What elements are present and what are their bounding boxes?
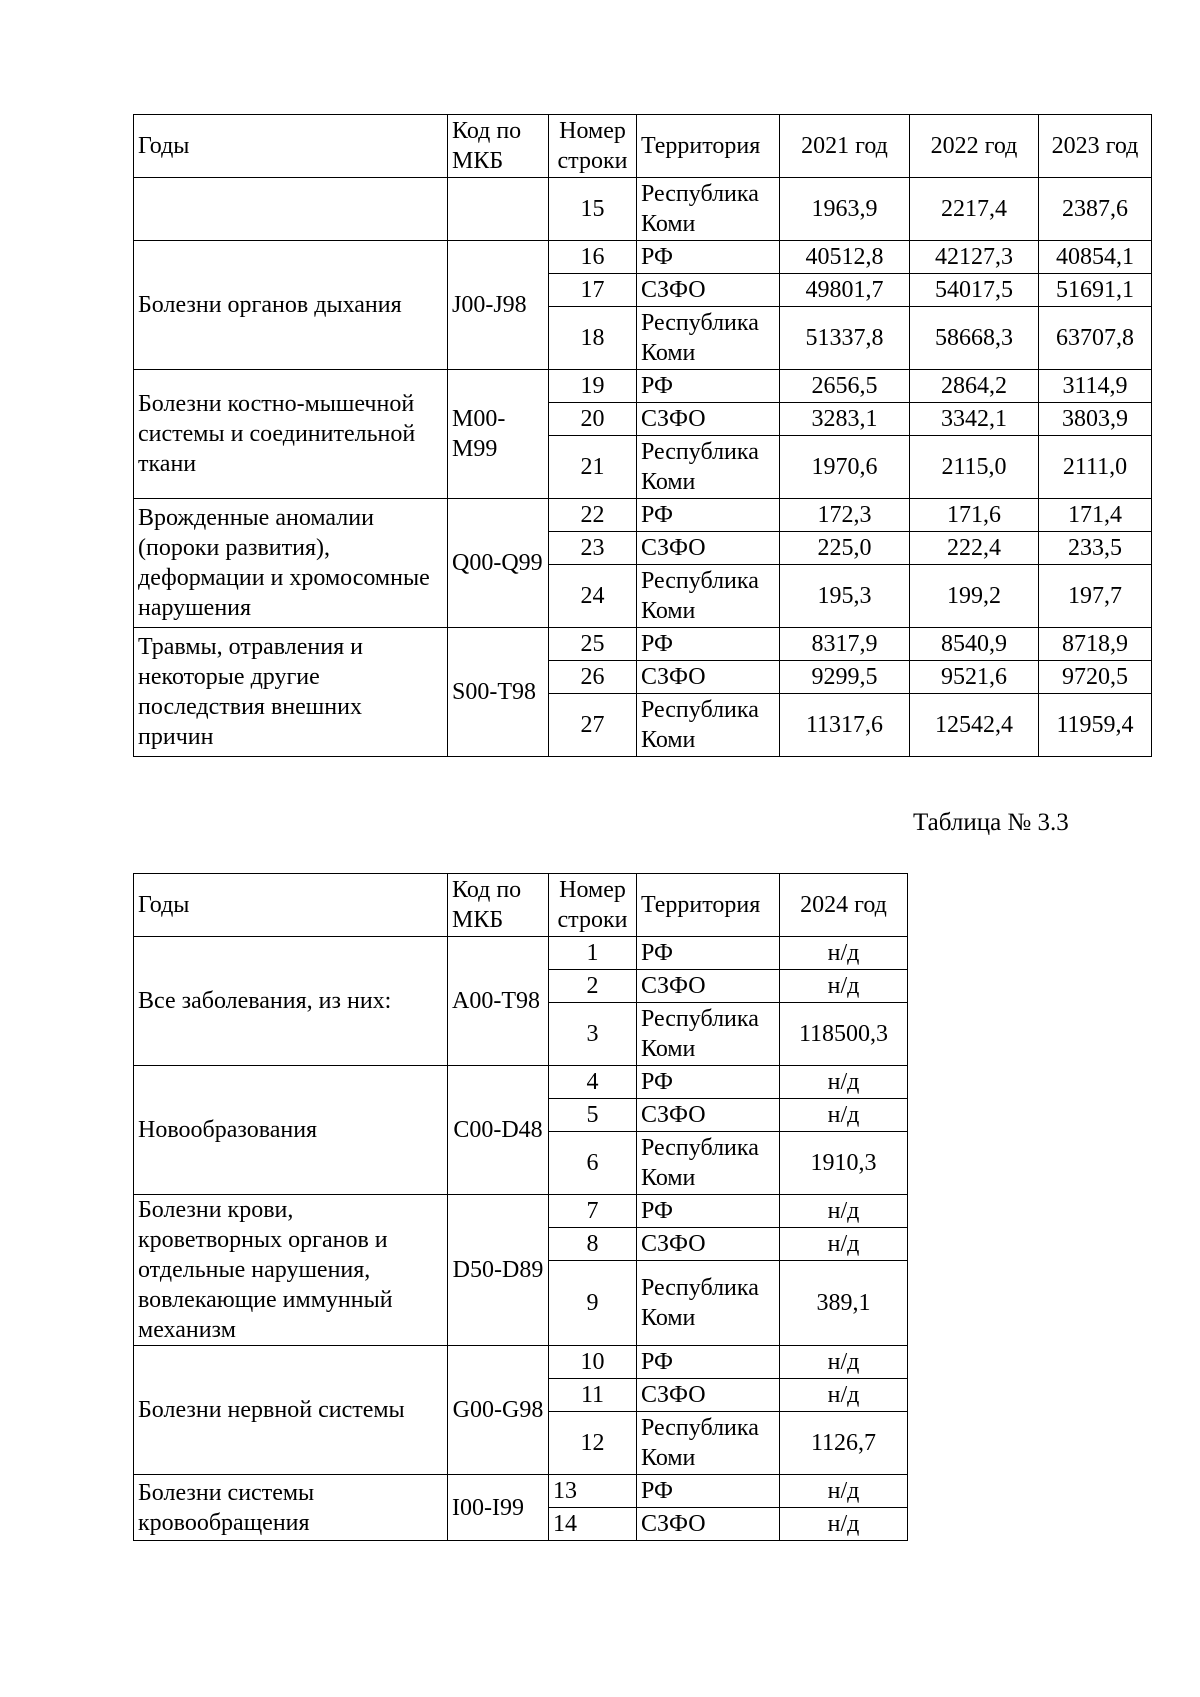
value-cell-2021: 11317,6 (780, 694, 910, 757)
row-number-cell: 17 (549, 274, 637, 307)
icd-code-cell: M00-M99 (448, 370, 549, 499)
value-cell-2023: 3114,9 (1039, 370, 1152, 403)
value-cell-2022: 42127,3 (910, 241, 1039, 274)
value-cell-2021: 1970,6 (780, 436, 910, 499)
value-cell-2021: 225,0 (780, 532, 910, 565)
header-cell-years: Годы (134, 874, 448, 937)
territory-cell: РФ (637, 241, 780, 274)
row-number-cell: 26 (549, 661, 637, 694)
territory-cell: Республика Коми (637, 1261, 780, 1346)
territory-cell: СЗФО (637, 970, 780, 1003)
header-cell-icd-code: Код по МКБ (448, 874, 549, 937)
table-header-row (134, 115, 1152, 178)
row-number-cell: 7 (549, 1195, 637, 1228)
row-number-cell: 11 (549, 1379, 637, 1412)
icd-code-cell: S00-T98 (448, 628, 549, 757)
table-row (134, 1195, 908, 1228)
row-number-cell: 4 (549, 1066, 637, 1099)
value-cell-2021: 40512,8 (780, 241, 910, 274)
row-number-cell: 24 (549, 565, 637, 628)
value-cell-2023: 40854,1 (1039, 241, 1152, 274)
value-cell-2022: 8540,9 (910, 628, 1039, 661)
value-cell-2022: 2864,2 (910, 370, 1039, 403)
header-cell-years: Годы (134, 115, 448, 178)
row-number-cell: 10 (549, 1346, 637, 1379)
value-cell-2024: 389,1 (780, 1261, 908, 1346)
row-number-cell: 3 (549, 1003, 637, 1066)
territory-cell: Республика Коми (637, 1003, 780, 1066)
value-cell-2023: 63707,8 (1039, 307, 1152, 370)
disease-group-cell: Все заболевания, из них: (134, 937, 448, 1066)
row-number-cell: 9 (549, 1261, 637, 1346)
territory-cell: Республика Коми (637, 178, 780, 241)
disease-group-cell: Врожденные аномалии (пороки развития), деформации и хромосомные нарушения (134, 499, 448, 628)
row-number-cell: 15 (549, 178, 637, 241)
value-cell-2021: 8317,9 (780, 628, 910, 661)
row-number-cell: 16 (549, 241, 637, 274)
row-number-cell: 14 (549, 1508, 637, 1541)
value-cell-2022: 2115,0 (910, 436, 1039, 499)
disease-group-cell: Болезни костно-мышечной системы и соединительной ткани (134, 370, 448, 499)
morbidity-table-2021-2023 (133, 114, 1152, 757)
header-cell-row-number: Номер строки (549, 115, 637, 178)
row-number-cell: 2 (549, 970, 637, 1003)
header-cell-territory: Территория (637, 874, 780, 937)
row-number-cell: 1 (549, 937, 637, 970)
icd-code-cell: G00-G98 (448, 1346, 549, 1475)
row-number-cell: 13 (549, 1475, 637, 1508)
icd-code-cell: I00-I99 (448, 1475, 549, 1541)
disease-group-cell: Болезни системы кровообращения (134, 1475, 448, 1541)
header-cell-territory: Территория (637, 115, 780, 178)
territory-cell: РФ (637, 1195, 780, 1228)
value-cell-2022: 2217,4 (910, 178, 1039, 241)
value-cell-2022: 12542,4 (910, 694, 1039, 757)
territory-cell: РФ (637, 499, 780, 532)
value-cell-2024: н/д (780, 1195, 908, 1228)
territory-cell: СЗФО (637, 532, 780, 565)
territory-cell: Республика Коми (637, 436, 780, 499)
icd-code-cell: C00-D48 (448, 1066, 549, 1195)
value-cell-2022: 3342,1 (910, 403, 1039, 436)
territory-cell: СЗФО (637, 403, 780, 436)
value-cell-2024: н/д (780, 937, 908, 970)
value-cell-2021: 1963,9 (780, 178, 910, 241)
row-number-cell: 22 (549, 499, 637, 532)
territory-cell: Республика Коми (637, 1132, 780, 1195)
value-cell-2024: н/д (780, 1379, 908, 1412)
territory-cell: РФ (637, 1346, 780, 1379)
disease-group-cell: Травмы, отравления и некоторые другие последствия внешних причин (134, 628, 448, 757)
row-number-cell: 21 (549, 436, 637, 499)
icd-code-cell: D50-D89 (448, 1195, 549, 1346)
territory-cell: СЗФО (637, 1379, 780, 1412)
value-cell-2023: 197,7 (1039, 565, 1152, 628)
value-cell-2024: н/д (780, 1066, 908, 1099)
value-cell-2023: 51691,1 (1039, 274, 1152, 307)
value-cell-2022: 58668,3 (910, 307, 1039, 370)
territory-cell: Республика Коми (637, 307, 780, 370)
table-row (134, 499, 1152, 532)
territory-cell: РФ (637, 628, 780, 661)
table-row (134, 628, 1152, 661)
value-cell-2022: 9521,6 (910, 661, 1039, 694)
value-cell-2023: 233,5 (1039, 532, 1152, 565)
territory-cell: СЗФО (637, 1099, 780, 1132)
value-cell-2024: 118500,3 (780, 1003, 908, 1066)
territory-cell: РФ (637, 1475, 780, 1508)
territory-cell: Республика Коми (637, 1412, 780, 1475)
value-cell-2024: 1126,7 (780, 1412, 908, 1475)
header-cell-year-2022: 2022 год (910, 115, 1039, 178)
morbidity-table-2024 (133, 873, 908, 1541)
value-cell-2022: 171,6 (910, 499, 1039, 532)
value-cell-2023: 2111,0 (1039, 436, 1152, 499)
row-number-cell: 12 (549, 1412, 637, 1475)
table-row (134, 178, 1152, 241)
value-cell-2023: 8718,9 (1039, 628, 1152, 661)
row-number-cell: 8 (549, 1228, 637, 1261)
row-number-cell: 6 (549, 1132, 637, 1195)
value-cell-2023: 11959,4 (1039, 694, 1152, 757)
value-cell-2021: 172,3 (780, 499, 910, 532)
disease-group-cell: Болезни органов дыхания (134, 241, 448, 370)
header-cell-row-number: Номер строки (549, 874, 637, 937)
header-cell-year-2021: 2021 год (780, 115, 910, 178)
value-cell-2022: 199,2 (910, 565, 1039, 628)
header-cell-year-2023: 2023 год (1039, 115, 1152, 178)
value-cell-2021: 195,3 (780, 565, 910, 628)
row-number-cell: 18 (549, 307, 637, 370)
table-row (134, 1346, 908, 1379)
value-cell-2021: 2656,5 (780, 370, 910, 403)
disease-group-cell (134, 178, 448, 241)
icd-code-cell (448, 178, 549, 241)
row-number-cell: 20 (549, 403, 637, 436)
value-cell-2024: н/д (780, 970, 908, 1003)
value-cell-2021: 49801,7 (780, 274, 910, 307)
value-cell-2023: 171,4 (1039, 499, 1152, 532)
icd-code-cell: A00-T98 (448, 937, 549, 1066)
value-cell-2021: 3283,1 (780, 403, 910, 436)
value-cell-2023: 9720,5 (1039, 661, 1152, 694)
value-cell-2023: 2387,6 (1039, 178, 1152, 241)
table-row (134, 937, 908, 970)
value-cell-2021: 51337,8 (780, 307, 910, 370)
value-cell-2021: 9299,5 (780, 661, 910, 694)
value-cell-2023: 3803,9 (1039, 403, 1152, 436)
disease-group-cell: Новообразования (134, 1066, 448, 1195)
territory-cell: СЗФО (637, 1228, 780, 1261)
table-row (134, 1066, 908, 1099)
territory-cell: РФ (637, 937, 780, 970)
icd-code-cell: Q00-Q99 (448, 499, 549, 628)
icd-code-cell: J00-J98 (448, 241, 549, 370)
table-header-row (134, 874, 908, 937)
row-number-cell: 19 (549, 370, 637, 403)
value-cell-2024: н/д (780, 1508, 908, 1541)
value-cell-2024: н/д (780, 1099, 908, 1132)
table-row (134, 1475, 908, 1508)
row-number-cell: 23 (549, 532, 637, 565)
row-number-cell: 27 (549, 694, 637, 757)
territory-cell: Республика Коми (637, 694, 780, 757)
territory-cell: Республика Коми (637, 565, 780, 628)
value-cell-2024: н/д (780, 1475, 908, 1508)
table-caption: Таблица № 3.3 (913, 809, 1069, 836)
territory-cell: СЗФО (637, 274, 780, 307)
row-number-cell: 25 (549, 628, 637, 661)
territory-cell: РФ (637, 370, 780, 403)
header-cell-icd-code: Код по МКБ (448, 115, 549, 178)
value-cell-2024: н/д (780, 1228, 908, 1261)
header-cell-year-2024: 2024 год (780, 874, 908, 937)
value-cell-2022: 222,4 (910, 532, 1039, 565)
disease-group-cell: Болезни нервной системы (134, 1346, 448, 1475)
disease-group-cell: Болезни крови, кроветворных органов и отдельные нарушения, вовлекающие иммунный механизм (134, 1195, 448, 1346)
territory-cell: РФ (637, 1066, 780, 1099)
value-cell-2022: 54017,5 (910, 274, 1039, 307)
row-number-cell: 5 (549, 1099, 637, 1132)
territory-cell: СЗФО (637, 1508, 780, 1541)
table-row (134, 370, 1152, 403)
territory-cell: СЗФО (637, 661, 780, 694)
value-cell-2024: н/д (780, 1346, 908, 1379)
value-cell-2024: 1910,3 (780, 1132, 908, 1195)
table-row (134, 241, 1152, 274)
